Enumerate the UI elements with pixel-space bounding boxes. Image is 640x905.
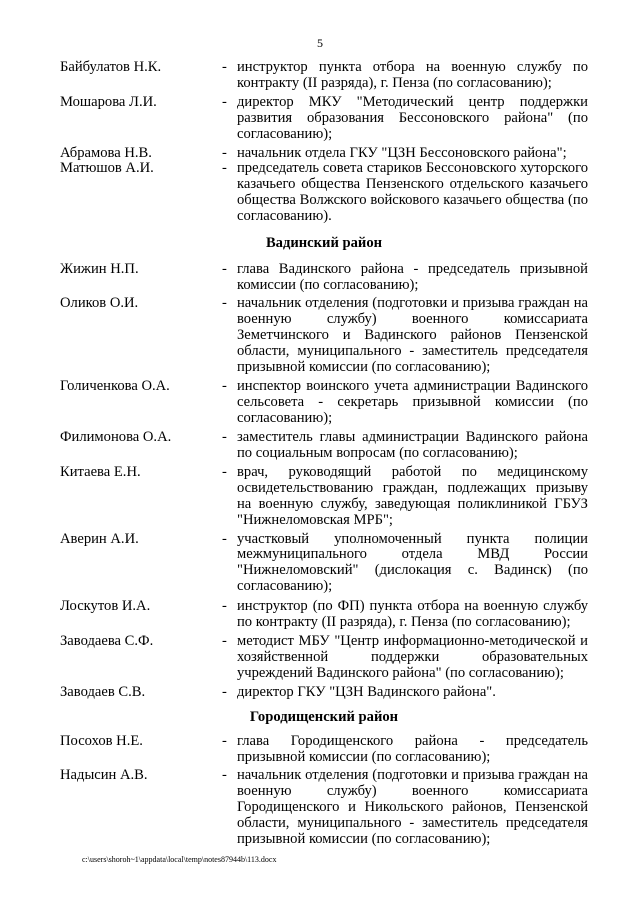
list-entry: [60, 465, 588, 529]
entry-dash: -: [222, 59, 227, 75]
entry-description: директор ГКУ "ЦЗН Вадинского района".: [237, 683, 496, 700]
list-entry: [60, 685, 588, 701]
entry-description: глава Городищенского района - председатель призывной комиссии (по согласованию);: [237, 732, 588, 765]
entry-dash: -: [222, 160, 227, 177]
entry-description: инструктор (по ФП) пункта отбора на военную службу по контракту (II разряда), г. Пенза (по согласованию);: [237, 598, 588, 631]
entry-description: заместитель главы администрации Вадинского района по социальным вопросам (по согласованию);: [237, 429, 588, 462]
entry-dash: -: [222, 598, 227, 615]
entry-dash: -: [222, 633, 227, 649]
entry-name: Жижин Н.П.: [60, 261, 139, 278]
entry-description: председатель совета стариков Бессоновского хуторского казачьего общества Пензенского отдельского казачьего общества Волжского войскового казачьего общества (по согласованию).: [237, 160, 588, 225]
file-path-footer: c:\users\shoroh~1\appdata\local\temp\notes87944b\113.docx: [82, 855, 277, 864]
entry-name: Посохов Н.Е.: [60, 732, 143, 749]
entry-name: Аверин А.И.: [60, 530, 139, 547]
entry-dash: -: [222, 93, 227, 110]
entry-description: начальник отделения (подготовки и призыва граждан на военную службу) военного комиссариата Городищенского и Никольского районов, Пензенской области, муниципального - заместитель председателя призывной комиссии (по согласованию);: [237, 767, 588, 848]
entry-name: Китаева Е.Н.: [60, 463, 141, 480]
entry-name: Байбулатов Н.К.: [60, 59, 162, 75]
entry-dash: -: [222, 530, 227, 547]
entry-name: Мошарова Л.И.: [60, 93, 157, 110]
list-entry: [60, 60, 588, 92]
entry-name: Голиченкова О.А.: [60, 378, 170, 395]
list-entry: [60, 599, 588, 631]
entry-description: инструктор пункта отбора на военную службу по контракту (II разряда), г. Пенза (по согласованию);: [237, 59, 588, 91]
entry-name: Лоскутов И.А.: [60, 598, 151, 615]
entry-name: Заводаева С.Ф.: [60, 633, 154, 649]
entry-dash: -: [222, 463, 227, 480]
list-entry: [60, 296, 588, 376]
entry-name: Надысин А.В.: [60, 767, 148, 784]
list-entry: [60, 146, 588, 162]
entry-dash: -: [222, 429, 227, 446]
entry-dash: -: [222, 294, 227, 311]
list-entry: [60, 734, 588, 766]
page-number: 5: [317, 36, 323, 50]
list-entry: [60, 262, 588, 294]
list-entry: [60, 161, 588, 225]
list-entry: [60, 95, 588, 143]
entry-name: Филимонова О.А.: [60, 429, 172, 446]
list-entry: [60, 768, 588, 848]
entry-dash: -: [222, 732, 227, 749]
entry-description: участковый уполномоченный пункта полиции межмуниципального отдела МВД России "Нижнеломовский" (дислокация с. Вадинск) (по согласованию);: [237, 530, 588, 595]
entry-dash: -: [222, 683, 227, 700]
entry-name: Матюшов А.И.: [60, 160, 154, 177]
entry-description: глава Вадинского района - председатель призывной комиссии (по согласованию);: [237, 261, 588, 293]
entry-name: Абрамова Н.В.: [60, 144, 152, 161]
section-heading-gorodishchensky: Городищенский район: [249, 708, 399, 725]
list-entry: [60, 634, 588, 682]
entry-description: врач, руководящий работой по медицинскому освидетельствованию граждан, подлежащих призыву на военную службу, заведующая поликлиникой ГБУЗ "Нижнеломовская МРБ";: [237, 463, 588, 528]
entry-dash: -: [222, 767, 227, 784]
entry-dash: -: [222, 261, 227, 278]
entry-dash: -: [222, 144, 227, 161]
list-entry: [60, 430, 588, 462]
entry-name: Оликов О.И.: [60, 294, 139, 311]
entry-dash: -: [222, 378, 227, 395]
entry-description: методист МБУ "Центр информационно-методической и хозяйственной поддержки образовательных учреждений Вадинского района" (по согласованию);: [237, 633, 588, 681]
entry-description: инспектор воинского учета администрации Вадинского сельсовета - секретарь призывной комиссии (по согласованию);: [237, 378, 588, 427]
entry-name: Заводаев С.В.: [60, 683, 146, 700]
list-entry: [60, 379, 588, 427]
list-entry: [60, 532, 588, 596]
section-heading-vadinsky: Вадинский район: [265, 235, 383, 252]
entry-description: директор МКУ "Методический центр поддержки развития образования Бессоновского района" (по согласованию);: [237, 93, 588, 142]
entry-description: начальник отдела ГКУ "ЦЗН Бессоновского района";: [237, 144, 567, 161]
document-body: [60, 60, 588, 848]
entry-description: начальник отделения (подготовки и призыва граждан на военную службу) военного комиссариата Земетчинского и Вадинского районов Пензенской области, муниципального - заместитель председателя призывной комиссии (по согласованию);: [237, 294, 588, 375]
